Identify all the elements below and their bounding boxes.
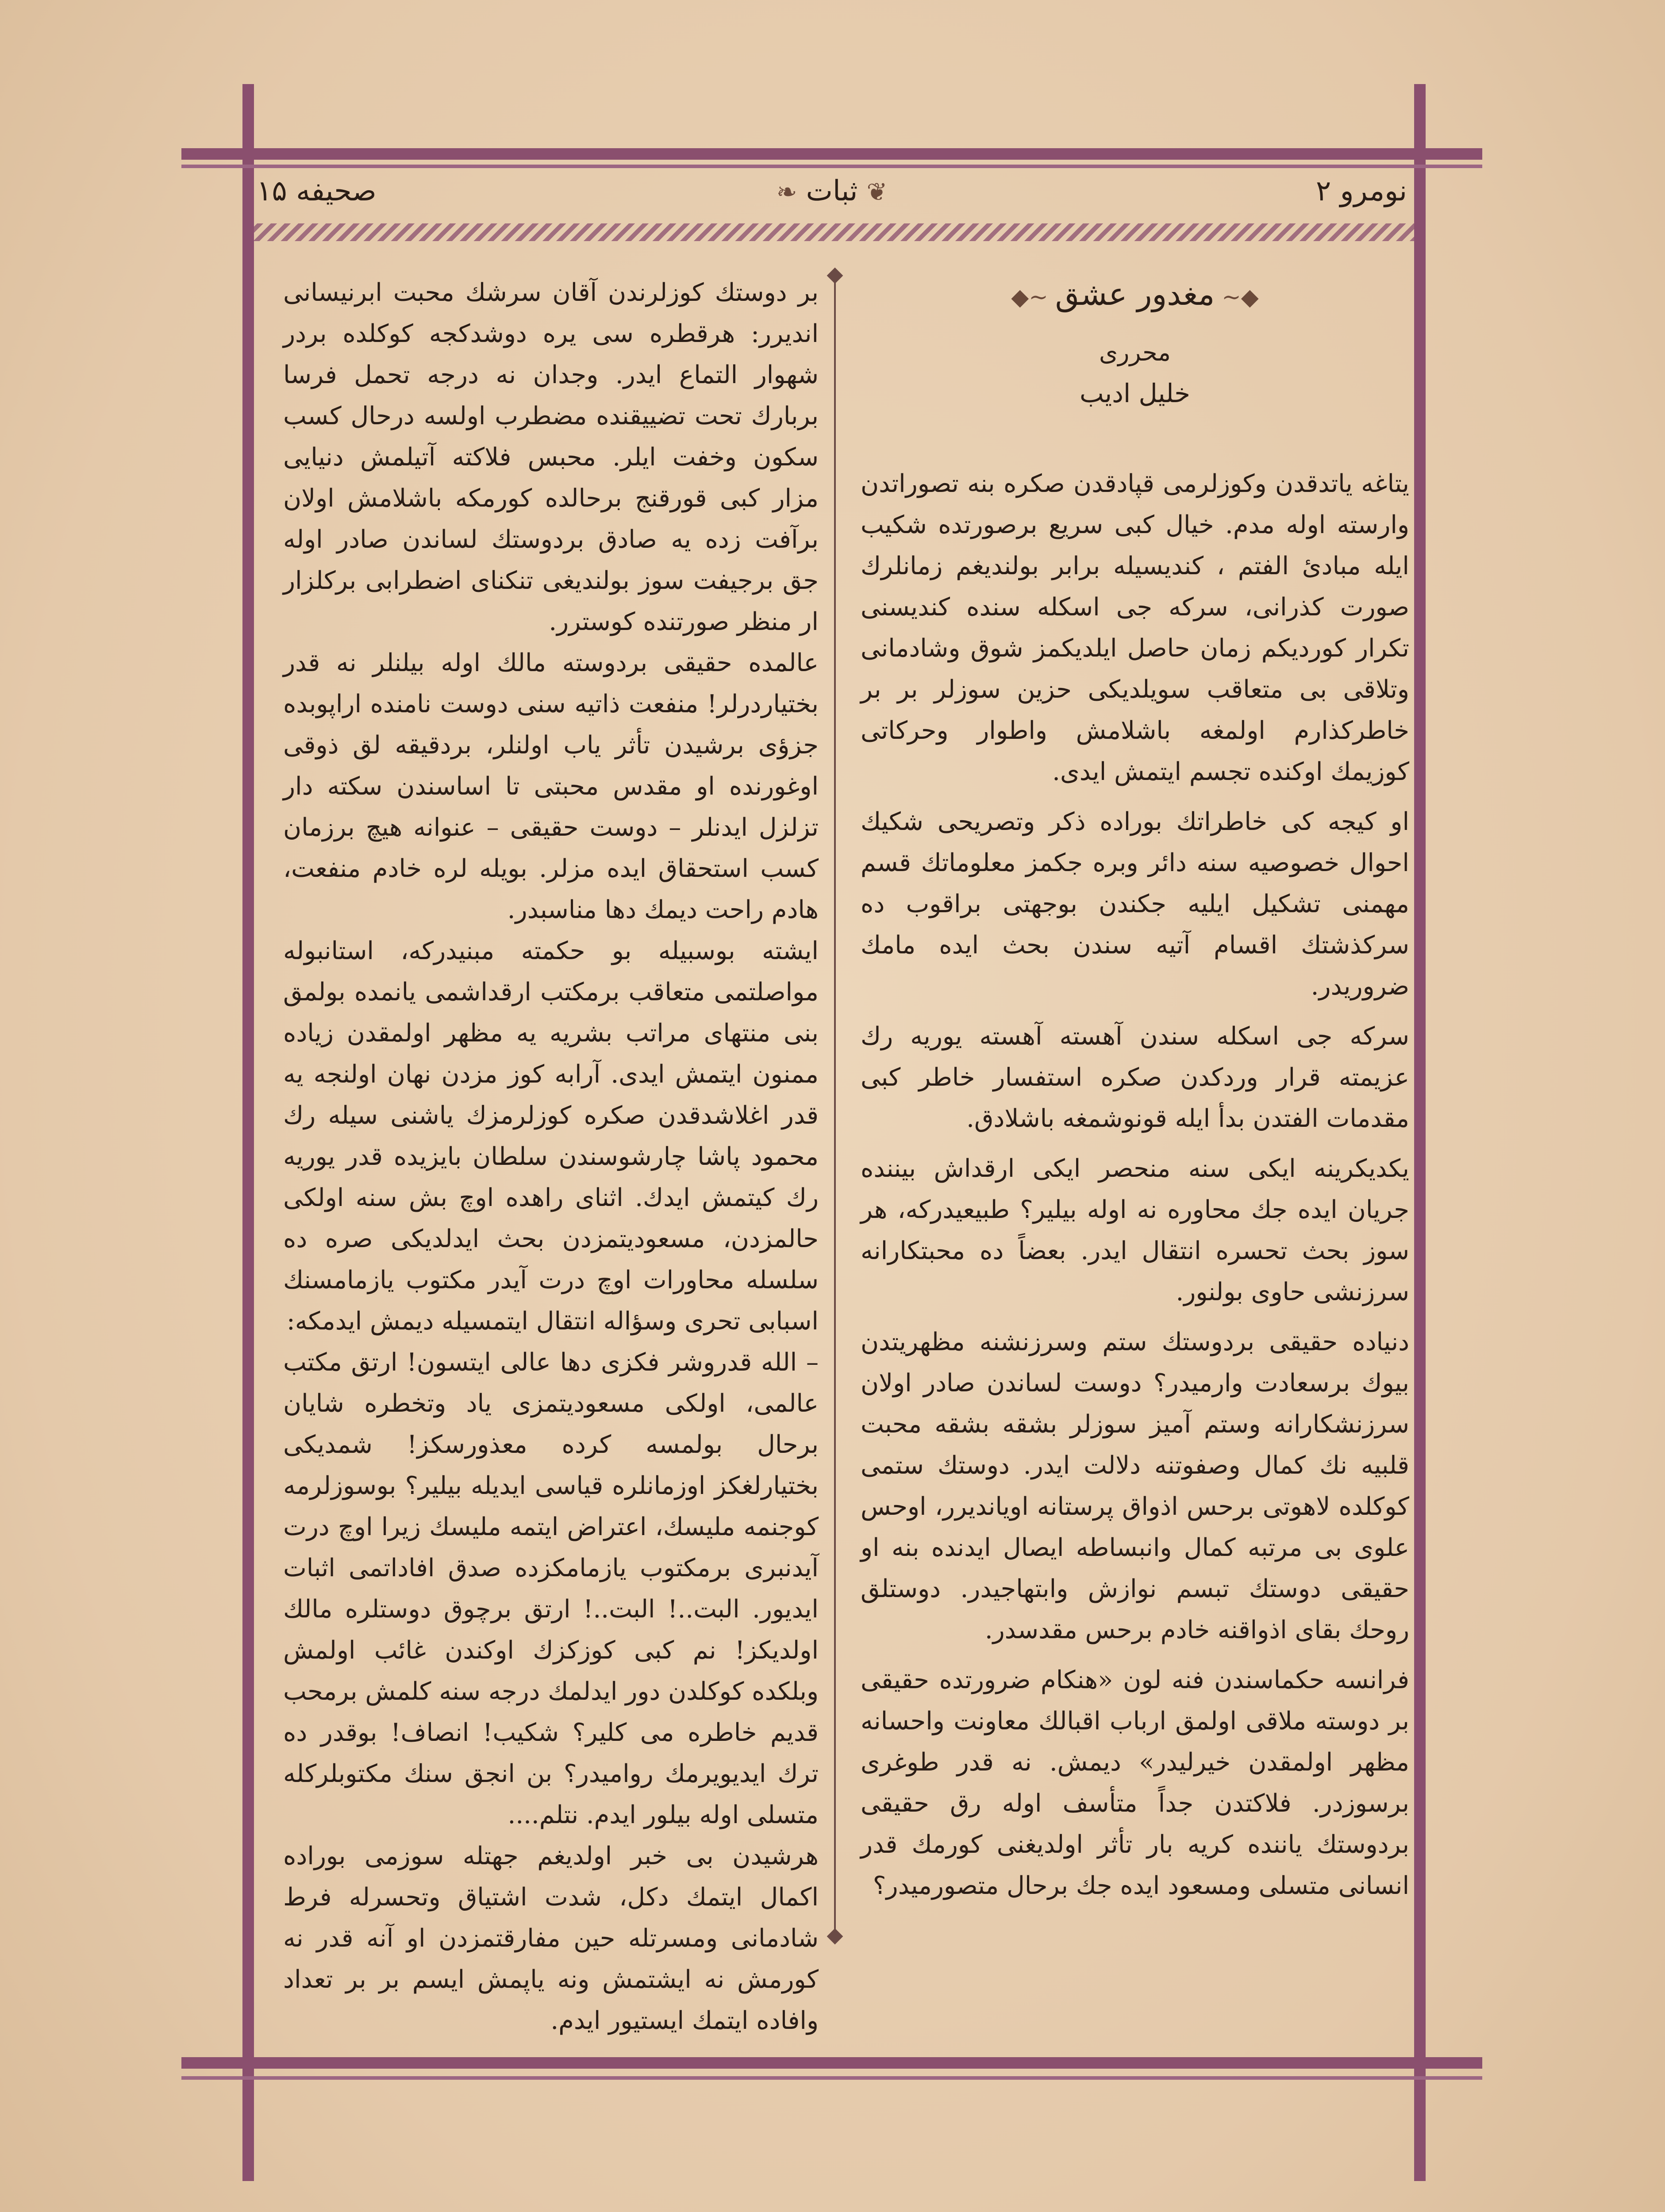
- paragraph: ایشته بوسبیله بو حکمته مبنیدرکه، استانبوله مواصلتمی متعاقب برمکتب ارقداشمی یانمده بولمق بنی منتهای مراتب بشریه یه مظهر اولمقدن زیاده ممنون ایتمش ایدی. آرابه کوز مزدن نهان اولنجه یه قدر اغلاشدقدن صکره کوزلرمزك یاشنی سیله رك محمود پاشا چارشوسندن سلطان بایزیده قدر یوریه رك کیتمش ایدك. اثنای راهده اوچ بش سنه اولکی حالمزدن، مسعودیتمزدن بحث ایدلدیکی صره ده سلسله محاورات اوچ درت آیدر مکتوب یازمامسنك اسبابی تحری وسؤاله انتقال ایتمسیله دیمش ایدمکه:: [283, 937, 819, 1336]
- author-name: خلیل ادیب: [1080, 378, 1190, 408]
- paragraph: یتاغه یاتدقدن وکوزلرمی قپادقدن صکره بنه تصوراتدن وارسته اوله مدم. خیال کبی سریع برصورتده شکیب ایله مبادئ الفتم ، کندیسیله برابر بولندیغم زمانلرك صورت کذرانی، سرکه جی اسکله سنده کندیسنی تکرار کوردیکم زمان حاصل ایلدیکمز شوق وشادمانی وتلاقی بی متعاقب سویلدیکی حزین سوزلر بر بر خاطرکذارم اولمغه باشلامش واطوار وحرکاتی کوزیمك اوکنده تجسم ایتمش ایدی.: [861, 469, 1409, 786]
- paragraph: سرکه جی اسکله سندن آهسته آهسته یوریه رك عزیمته قرار وردکدن صکره استفسار خاطر کبی مقدمات الفتدن بدأ ایله قونوشمغه باشلادق.: [861, 1022, 1409, 1133]
- paragraph: یکدیکرینه ایکی سنه منحصر ایکی ارقداش بیننده جریان ایده جك محاوره نه اوله بیلیر؟ طبیعیدرکه، هر سوز بحث تحسره انتقال ایدر. بعضاً ده محبتکارانه سرزنشی حاوی بولنور.: [861, 1154, 1409, 1306]
- divider-line: [834, 270, 836, 1942]
- paragraph: فرانسه حکماسندن فنه لون «هنکام ضرورتده حقیقی بر دوسته ملاقی اولمق ارباب اقبالك معاونت واحسانه مظهر اولمقدن خیرلیدر» دیمش. نه قدر طوغری برسوزدر. فلاکتدن جداً متأسف اوله رق حقیقی بردوستك یاننده کریه بار تأثر اولدیغنی کورمك قدر انسانی متسلی ومسعود ایده جك برحال متصورمیدر؟: [861, 1666, 1409, 1900]
- divider-bottom-ornament: [827, 1928, 843, 1945]
- journal-name: ثبات: [806, 175, 858, 207]
- left-column: [283, 272, 819, 2041]
- frame-left-rule: [242, 84, 254, 2181]
- byline-label: محرری: [1099, 338, 1171, 366]
- title-left-ornament-icon: ◆~: [1222, 284, 1259, 311]
- frame-top-rule: [181, 148, 1482, 160]
- column-divider: [832, 270, 838, 1942]
- paragraph: – الله قدروشر فکزی دها عالی ایتسون! ارتق مکتب عالمی، اولکی مسعودیتمزی یاد وتخطره شایان برحال بولمسه کرده معذورسکز! شمدیکی بختیارلغکز اوزمانلره قیاسی ایدیله بیلیر؟ بوسوزلرمه کوجنمه ملیسك، اعتراض ایتمه ملیسك زیرا اوچ درت آیدنبری برمکتوب یازمامکزده صدق افاداتمی اثبات ایدیور. البت..! البت..! ارتق برچوق دوستلره مالك اولدیکز! نم کبی کوزکزك اوکندن غائب اولمش وبلکده کوکلدن دور ایدلمك درجه سنه کلمش برمحب قدیم خاطره می کلیر؟ شکیب! انصاف! بوقدر ده ترك ایدیویرمك روامیدر؟ بن انجق سنك مکتوبلرکله متسلی اوله بیلور ایدم. نتلم....: [283, 1348, 819, 1829]
- title-right-ornament-icon: ~◆: [1011, 284, 1048, 311]
- header-zigzag-border: [243, 223, 1418, 241]
- frame-right-rule: [1414, 84, 1426, 2181]
- left-ornament-icon: ❦: [866, 178, 888, 207]
- frame-bottom-rule: [181, 2057, 1482, 2069]
- journal-title: [248, 175, 1416, 207]
- page-number: ۱۵ صحیفه: [257, 175, 377, 207]
- paragraph: او کیجه کی خاطراتك بوراده ذکر وتصریحی شکیك احوال خصوصیه سنه دائر وبره جکمز معلوماتك قسم مهمنی تشکیل ایلیه جکندن بوجهتی براقوب ده سرکذشتك اقسام آتیه سندن بحث ایده مامك ضروریدر.: [861, 807, 1409, 1001]
- article-title: [861, 272, 1409, 319]
- paragraph: دنیاده حقیقی بردوستك ستم وسرزنشنه مظهریتدن بیوك برسعادت وارمیدر؟ دوست لساندن صادر اولان سرزنشکارانه وستم آمیز سوزلر بشقه بشقه محبت قلبیه نك کمال وصفوتنه دلالت ایدر. دوستك ستمی کوکلده لاهوتی برحس اذواق پرستانه اویاندیرر، اوحس علوی بی مرتبه کمال وانبساطه ایصال ایدنده بنه او حقیقی دوستك تبسم نوازش وابتهاجیدر. دوستلق روحك بقای اذواقنه خادم برحس مقدسدر.: [861, 1328, 1409, 1644]
- paragraph: بر دوستك کوزلرندن آقان سرشك محبت ابرنیسانی اندیرر: هرقطره سی یره دوشدکجه کوکلده بردر شهوار التماع ایدر. وجدان نه درجه تحمل فرسا بربارك تحت تضییقنده مضطرب اولسه درحال کسب سکون وخفت ایلر. محبس فلاکته آتیلمش دنیایی مزار کبی قورقنج برحالده کورمکه باشلامش اولان برآفت زده یه صادق بردوستك لساندن صادر اوله جق برجیفت سوز بولندیغی تنکنای اضطرابی برکلزار ار منظر صورتنده کوسترر.: [283, 278, 819, 636]
- frame-top-rule-inner: [181, 165, 1482, 168]
- right-ornament-icon: ❧: [776, 178, 797, 207]
- issue-number: نومرو ۲: [1315, 175, 1407, 207]
- article-title-text: مغدور عشق: [1055, 276, 1215, 312]
- paragraph: عالمده حقیقی بردوسته مالك اوله بیلنلر نه قدر بختیاردرلر! منفعت ذاتیه سنی دوست نامنده اراپوبده جزؤی برشیدن تأثر یاب اولنلر، بردقیقه لق ذوقی اوغورنده او مقدس محبتی تا اساسندن سکته دار تزلزل ایدنلر – دوست حقیقی – عنوانه هیچ برزمان کسب استحقاق ایده مزلر. بویله لره خادم منفعت، هادم راحت دیمك دها مناسبدر.: [283, 649, 819, 924]
- right-column: [861, 272, 1409, 1906]
- frame-bottom-rule-inner: [181, 2076, 1482, 2080]
- page-header: [248, 175, 1416, 223]
- paragraph: هرشیدن بی خبر اولدیغم جهتله سوزمی بوراده اکمال ایتمك دکل، شدت اشتیاق وتحسرله فرط شادمانی ومسرتله حین مفارقتمزدن او آنه قدر نه کورمش نه ایشتمش ونه یاپمش ایسم بر بر تعداد وافاده ایتمك ایستیور ایدم.: [283, 1842, 819, 2035]
